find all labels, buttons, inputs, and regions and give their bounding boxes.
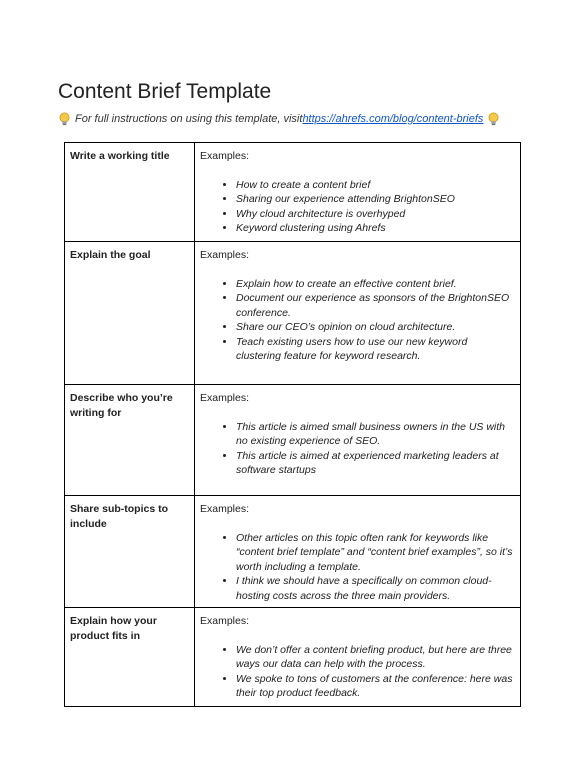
- list-item: • Explain how to create an effective content brief.: [236, 277, 515, 292]
- row-label[interactable]: Share sub-topics to include: [65, 496, 195, 608]
- examples-label: Examples:: [200, 615, 250, 627]
- list-item: • Teach existing users how to use our new keyword clustering feature for keyword research.: [236, 335, 515, 364]
- examples-list: [200, 277, 515, 364]
- page-title: Content Brief Template: [58, 80, 272, 103]
- table-row: [65, 143, 521, 242]
- content-brief-table: [64, 142, 521, 707]
- examples-label: Examples:: [200, 503, 250, 515]
- list-item: • Sharing our experience attending BrightonSEO: [236, 192, 515, 207]
- list-item: • This article is aimed small business owners in the US with no existing experience of SEO.: [236, 420, 515, 449]
- list-item: • This article is aimed at experienced marketing leaders at software startups: [236, 449, 515, 478]
- examples-label: Examples:: [200, 392, 250, 404]
- row-label[interactable]: Explain how your product fits in: [65, 608, 195, 707]
- list-item: • Document our experience as sponsors of the BrightonSEO conference.: [236, 291, 515, 320]
- list-item: • We don’t offer a content briefing product, but here are three ways our data can help with the process.: [236, 643, 515, 672]
- row-label[interactable]: Describe who you’re writing for: [65, 385, 195, 496]
- row-content[interactable]: [195, 143, 521, 242]
- list-item: • I think we should have a specifically on common cloud-hosting costs across the three main providers.: [236, 574, 515, 603]
- examples-list: [200, 178, 515, 236]
- row-label[interactable]: Write a working title: [65, 143, 195, 242]
- examples-label: Examples:: [200, 150, 250, 162]
- row-content[interactable]: [195, 385, 521, 496]
- examples-label: Examples:: [200, 249, 250, 261]
- instructions-text: For full instructions on using this template, visit: [75, 113, 303, 125]
- instructions-line: [58, 112, 500, 126]
- table-row: [65, 385, 521, 496]
- lightbulb-icon: [58, 112, 71, 126]
- row-label[interactable]: Explain the goal: [65, 242, 195, 385]
- examples-list: [200, 420, 515, 478]
- row-content[interactable]: [195, 496, 521, 608]
- list-item: • How to create a content brief: [236, 178, 515, 193]
- examples-list: [200, 531, 515, 604]
- table-row: [65, 496, 521, 608]
- row-content[interactable]: [195, 242, 521, 385]
- instructions-link[interactable]: https://ahrefs.com/blog/content-briefs: [302, 113, 484, 125]
- list-item: • Keyword clustering using Ahrefs: [236, 221, 515, 236]
- list-item: • Share our CEO’s opinion on cloud architecture.: [236, 320, 515, 335]
- list-item: • Why cloud architecture is overhyped: [236, 207, 515, 222]
- table-row: [65, 242, 521, 385]
- examples-list: [200, 643, 515, 701]
- list-item: • We spoke to tons of customers at the conference: here was their top product feedback.: [236, 672, 515, 701]
- table-row: [65, 608, 521, 707]
- lightbulb-icon: [487, 112, 500, 126]
- list-item: • Other articles on this topic often rank for keywords like “content brief template” and “content brief examples”, so it’s worth including a template.: [236, 531, 515, 575]
- row-content[interactable]: [195, 608, 521, 707]
